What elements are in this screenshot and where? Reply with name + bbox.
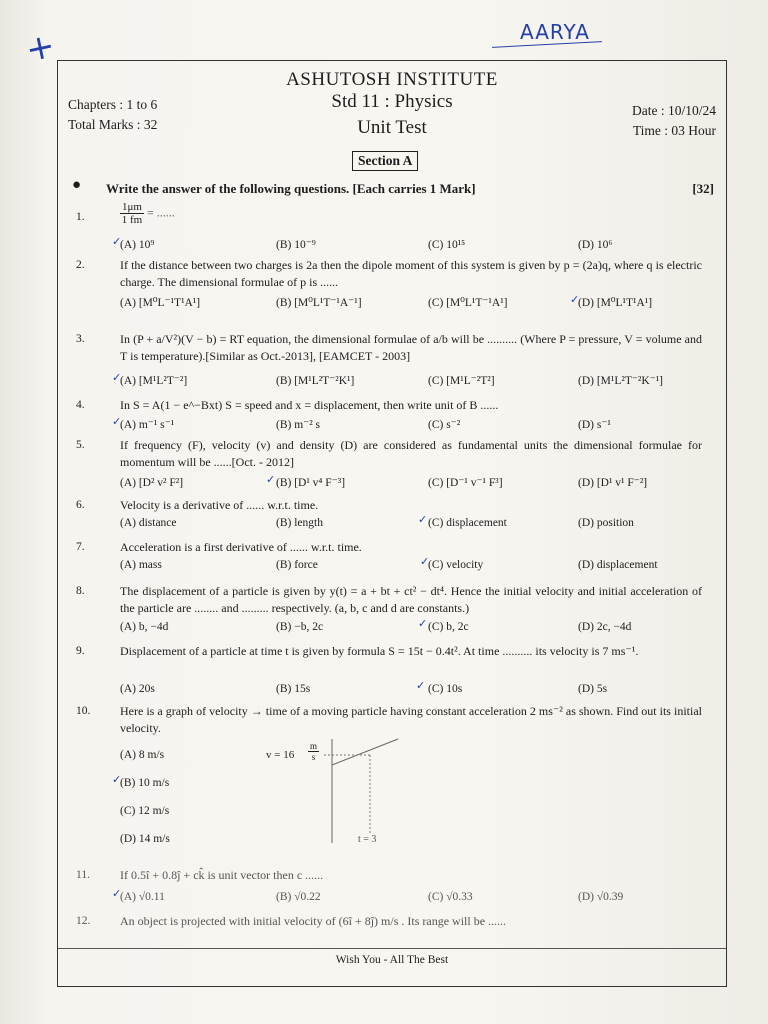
question-text: In S = A(1 − e^−Bxt) S = speed and x = displacement, then write unit of B ...... [120,398,499,412]
question-text: If the distance between two charges is 2a then the dipole moment of this system is given by p = (2a)q, where q is electric charge. The dimensional formulae of p is ...... [120,258,702,289]
option-d: (D) 2c, −4d [578,621,632,633]
footer-divider [58,948,726,949]
question-number: 9. [76,645,85,657]
answer-tick-icon: ✓ [112,773,122,786]
option-b: (B) [D¹ v⁴ F⁻³] [276,477,346,489]
question-number: 2. [76,259,85,271]
date-label: Date : 10/10/24 [632,103,716,118]
option-a: (A) mass [120,559,162,571]
option-c: (C) s⁻² [428,419,461,431]
chapters-label: Chapters : 1 to 6 [68,97,158,112]
total-marks-label: Total Marks : 32 [68,117,158,132]
option-c: (C) displacement [428,517,507,529]
option-c: (C) √0.33 [428,891,473,903]
question-number: 3. [76,333,85,345]
fraction-denominator: 1 fm [121,214,143,226]
option-d: (D) displacement [578,559,658,571]
question-text: If frequency (F), velocity (v) and density (D) are considered as fundamental units the dimensional formulae for momentum will be ......[Oct. - 2012] [120,438,702,469]
question-text: An object is projected with initial velocity of (6î + 8ĵ) m/s . Its range will be ...... [120,914,507,928]
answer-tick-icon: ✓ [416,679,426,692]
question-number: 10. [76,705,91,717]
option-a: (A) [D² v² F²] [120,477,184,489]
graph-lines [266,735,466,845]
option-a: (A) m⁻¹ s⁻¹ [120,419,175,431]
question-text: In (P + a/V²)(V − b) = RT equation, the dimensional formulae of a/b will be .......... (Where P = pressure, V = volume and T is temperature).[Similar as Oct.-2013], [EAMCET - 2003] [120,332,702,363]
time-label: Time : 03 Hour [632,123,716,138]
option-b: (B) −b, 2c [276,621,324,633]
option-c: (C) 12 m/s [120,805,170,817]
option-b: (B) 15s [276,683,311,695]
answer-tick-icon: ✓ [418,513,428,526]
option-c: (C) [D⁻¹ v⁻¹ F³] [428,477,503,489]
graph-label-t: t = 3 [358,834,377,845]
question-text: If 0.5î + 0.8ĵ + ck̂ is unit vector then c ...... [120,868,324,882]
question-number: 12. [76,915,91,927]
option-b: (B) √0.22 [276,891,321,903]
unit-numerator: m [310,741,318,751]
test-name: Unit Test [357,117,427,138]
answer-tick-icon: ✓ [112,371,122,384]
option-c: (C) b, 2c [428,621,469,633]
option-a: (A) √0.11 [120,891,165,903]
option-a: (A) distance [120,517,177,529]
question-number: 4. [76,399,85,411]
question-number: 8. [76,585,85,597]
option-d: (D) 14 m/s [120,833,170,845]
graph-label-v: v = 16 [266,749,295,761]
option-d: (D) s⁻¹ [578,419,611,431]
question-text: Acceleration is a first derivative of ...... w.r.t. time. [120,540,362,554]
question-text: Here is a graph of velocity → time of a moving particle having constant acceleration 2 ms⁻² as shown. Find out its initial velocity. [120,704,702,735]
question-text: The displacement of a particle is given by y(t) = a + bt + ct² − dt⁴. Hence the initial velocity and initial acceleration of the particle are ........ and ......... respectively. (a, b, c and d are constants.) [120,584,702,615]
institute-name: ASHUTOSH INSTITUTE [286,69,498,90]
option-a: (A) [M⁰L⁻¹T¹A¹] [120,297,201,309]
option-d: (D) 10⁶ [578,239,613,251]
option-c: (C) velocity [428,559,484,571]
answer-tick-icon: ✓ [418,617,428,630]
option-a: (A) 10⁹ [120,239,155,251]
unit-denominator: s [311,752,316,762]
option-b: (B) m⁻² s [276,419,321,431]
question-number: 6. [76,499,85,511]
answer-tick-icon: ✓ [112,887,122,900]
section-title: Section A [352,151,418,171]
option-d: (D) [D¹ v¹ F⁻²] [578,477,648,489]
answer-tick-icon: ✓ [420,555,430,568]
option-b: (B) [M⁰L¹T⁻¹A⁻¹] [276,297,362,309]
option-a: (A) 8 m/s [120,749,165,761]
answer-tick-icon: ✓ [570,293,580,306]
option-b: (B) length [276,517,323,529]
option-b: (B) [M¹L²T⁻²K¹] [276,375,355,387]
section-marks: [32] [692,181,714,196]
question-number: 7. [76,541,85,553]
option-d: (D) [M¹L²T⁻²K⁻¹] [578,375,664,387]
exam-frame [57,60,727,987]
answer-tick-icon: ✓ [266,473,276,486]
option-b: (B) 10⁻⁹ [276,239,316,251]
option-c: (C) 10¹⁵ [428,239,466,251]
option-b: (B) 10 m/s [120,777,170,789]
fraction [120,201,144,226]
bullet-icon: ● [72,177,82,193]
option-a: (A) [M¹L²T⁻²] [120,375,188,387]
option-d: (D) √0.39 [578,891,624,903]
question-text [120,201,702,226]
velocity-time-graph [266,735,466,845]
question-number: 5. [76,439,85,451]
fraction-numerator: 1μm [122,201,142,213]
option-a: (A) 20s [120,683,155,695]
instructions-text: Write the answer of the following questions. [Each carries 1 Mark] [106,181,476,196]
question-number: 11. [76,869,90,881]
question-text: Displacement of a particle at time t is given by formula S = 15t − 0.4t². At time .......... its velocity is 7 ms⁻¹. [120,644,639,658]
standard-subject: Std 11 : Physics [331,91,453,112]
corner-mark: + [22,25,59,71]
option-b: (B) force [276,559,318,571]
question-text: Velocity is a derivative of ...... w.r.t. time. [120,498,319,512]
option-d: (D) position [578,517,634,529]
answer-tick-icon: ✓ [112,235,122,248]
question-tail: = ...... [146,205,175,220]
footer-text: Wish You - All The Best [335,954,449,966]
student-name: AARYA [520,20,590,44]
option-d: (D) 5s [578,683,608,695]
option-c: (C) [M¹L⁻²T²] [428,375,495,387]
option-c: (C) 10s [428,683,463,695]
question-number: 1. [76,211,85,223]
option-c: (C) [M⁰L¹T⁻¹A¹] [428,297,508,309]
option-d: (D) [M⁰L¹T¹A¹] [578,297,653,309]
answer-tick-icon: ✓ [112,415,122,428]
option-a: (A) b, −4d [120,621,169,633]
